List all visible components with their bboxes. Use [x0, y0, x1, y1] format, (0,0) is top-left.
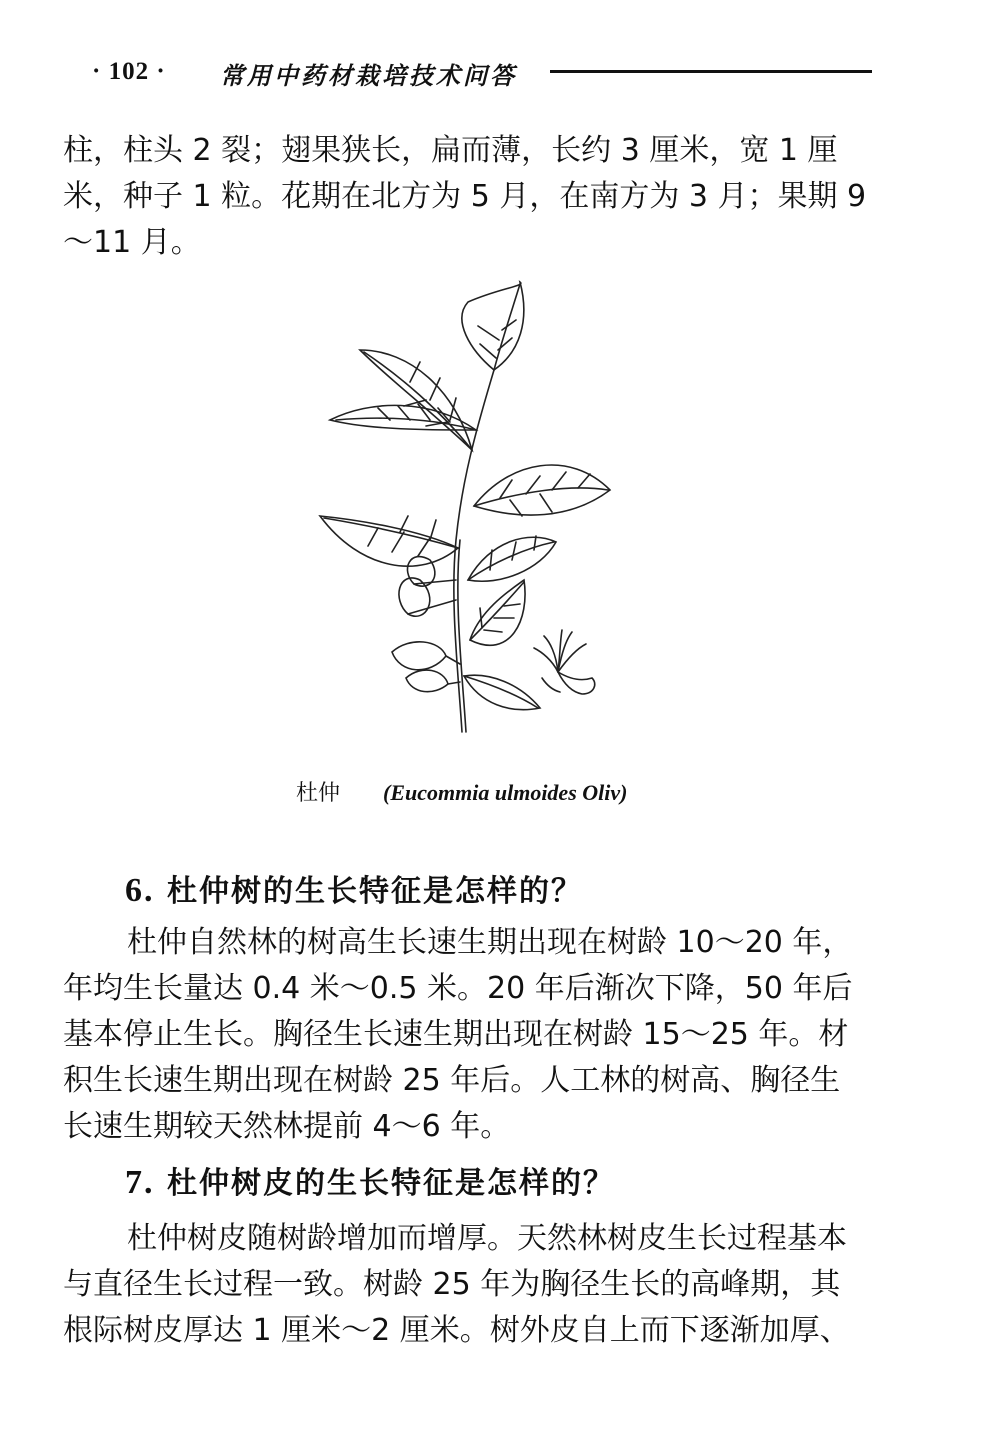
- figure-caption: [296, 776, 627, 807]
- text-line: 根际树皮厚达 1 厘米～2 厘米。树外皮自上而下逐渐加厚、: [63, 1313, 850, 1348]
- text-line: ～11 月。: [63, 225, 201, 260]
- text-line: 杜仲树皮随树龄增加而增厚。天然林树皮生长过程基本: [127, 1221, 847, 1256]
- caption-latin: (Eucommia ulmoides Oliv): [383, 780, 628, 805]
- fruit: [392, 642, 446, 670]
- text-line: 与直径生长过程一致。树龄 25 年为胸径生长的高峰期，其: [63, 1267, 841, 1302]
- answer-7-paragraph: [63, 1216, 893, 1354]
- question-7-heading: [125, 1158, 615, 1202]
- eucommia-illustration: [280, 280, 640, 740]
- text-line: 米，种子 1 粒。花期在北方为 5 月，在南方为 3 月；果期 9: [63, 179, 867, 214]
- text-line: 基本停止生长。胸径生长速生期出现在树龄 15～25 年。材: [63, 1017, 849, 1052]
- fruit: [406, 670, 448, 692]
- flower-sketch: [534, 630, 595, 694]
- question-6-heading: [125, 866, 583, 910]
- leaf: [462, 282, 524, 370]
- page-header: [92, 52, 882, 92]
- caption-chinese: 杜仲: [296, 781, 341, 806]
- header-rule: [550, 70, 872, 73]
- text-line: 年均生长量达 0.4 米～0.5 米。20 年后渐次下降，50 年后: [63, 971, 853, 1006]
- leaf: [320, 516, 458, 566]
- question-number: 7.: [125, 1164, 155, 1201]
- question-title: 杜仲树的生长特征是怎样的？: [166, 874, 583, 909]
- book-title: 常用中药材栽培技术问答: [220, 61, 517, 90]
- question-title: 杜仲树皮的生长特征是怎样的？: [166, 1166, 615, 1201]
- intro-paragraph: [63, 128, 893, 266]
- text-line: 长速生期较天然林提前 4～6 年。: [63, 1109, 511, 1144]
- question-number: 6.: [125, 872, 155, 909]
- answer-6-paragraph: [63, 920, 893, 1150]
- page-number: · 102 ·: [92, 58, 166, 85]
- text-line: 积生长速生期出现在树龄 25 年后。人工林的树高、胸径生: [63, 1063, 841, 1098]
- text-line: 杜仲自然林的树高生长速生期出现在树龄 10～20 年，: [127, 925, 853, 960]
- text-line: 柱，柱头 2 裂；翅果狭长，扁而薄，长约 3 厘米，宽 1 厘: [63, 133, 838, 168]
